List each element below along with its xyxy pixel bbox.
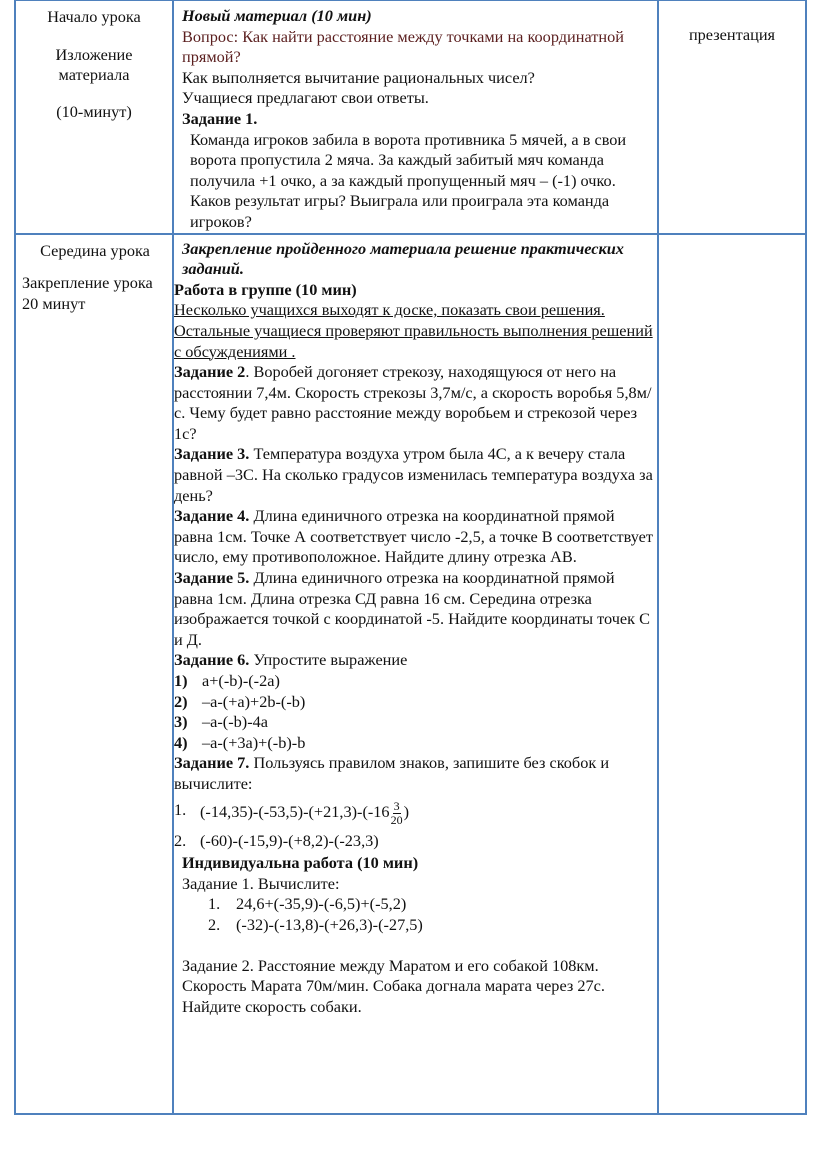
resource-cell [658,0,806,234]
activity-label: Изложение материала [55,44,133,85]
content-cell [173,234,658,1114]
individual-task-1: Задание 1. Вычислите: [182,873,340,893]
table-row [15,234,806,1114]
resource-label [659,235,805,259]
task-title: Задание 2 [174,362,246,382]
task-text: Длина единичного отрезка на координатной прямой равна 1см. Точке А соответствует число -2,5, а точке В соответствует число, ему противоположное. Найдите длину отрезка АВ. [174,506,653,567]
task-2 [174,362,653,444]
list-item: 1. 24,6+(-35,9)-(-6,5)+(-5,2) [208,894,407,914]
task-4 [174,506,653,568]
content-line: Учащиеся предлагают свои ответы. [182,88,429,108]
list-item: 2. (-32)-(-13,8)-(+26,3)-(-27,5) [208,914,423,934]
list-item: 2. (-60)-(-15,9)-(+8,2)-(-23,3) [174,830,379,850]
group-work-title: Работа в группе (10 мин) [174,279,357,299]
task-title: Задание 7. [174,753,250,773]
section-heading: Закрепление пройденного материала решение практических заданий. [182,238,624,279]
task-title: Задание 5. [174,568,250,588]
activity-label: Закрепление урока [22,273,153,293]
section-heading: Новый материал (10 мин) [182,6,372,25]
task-3 [174,444,653,506]
list-item: 1) а+(-b)-(-2а) [174,671,280,690]
stage-cell [15,0,173,234]
stage-label: Середина урока [40,240,150,260]
task-text: . Воробей догоняет стрекозу, находящуюся от него на расстоянии 7,4м. Скорость стрекозы 3,7м/с, а скорость воробья 5,8м/с. Чему будет равно расстояние между воробьем и стрекозой через 1с? [174,362,652,443]
task-text: Упростите выражение [249,650,408,670]
list-item: 4) –а-(+3а)+(-b)-b [174,732,306,752]
table-row [15,0,806,234]
individual-task-2: Задание 2. Расстояние между Маратом и его собакой 108км. Скорость Марата 70м/мин. Собака догнала марата через 27с. Найдите скорость собаки. [182,955,605,1016]
task-text: Пользуясь правилом знаков, запишите без скобок и вычислите: [174,753,610,793]
stage-cell [15,234,173,1114]
stage-label: Начало урока [47,7,141,26]
list-item: 2) –а-(+а)+2b-(-b) [174,691,306,711]
task-title: Задание 4. [174,506,250,526]
task-title: Задание 1. [182,108,258,128]
individual-work-title: Индивидуальна работа (10 мин) [182,853,419,873]
task-text: Температура воздуха утром была 4С, а к вечеру стала равной –3С. На сколько градусов изменилась температура воздуха за день? [174,444,653,505]
duration-label: 20 минут [22,293,86,313]
task-text: Команда игроков забила в ворота противника 5 мячей, а в свои ворота пропустила 2 мяча. За каждый забитый мяч команда получила +1 очко, а за каждый пропущенный мяч – (-1) очко. Каков результат игры? Выиграла или проиграла эта команда игроков? [190,129,627,231]
resource-label: презентация [688,25,776,44]
resource-cell [658,234,806,1114]
content-line: Как выполняется вычитание рациональных чисел? [182,67,535,87]
list-item: 3) –а-(-b)-4а [174,712,268,732]
task-5 [174,568,653,650]
task-6 [174,650,653,671]
group-work-text: Несколько учащихся выходят к доске, показать свои решения. Остальные учащиеся проверяют правильность выполнения решений с обсуждениями . [174,300,653,361]
task-title: Задание 3. [174,444,250,464]
task-title: Задание 6. [174,650,250,670]
task-7 [174,753,653,794]
question-text: Вопрос: Как найти расстояние между точками на координатной прямой? [182,26,624,67]
fraction: $\frac{3}{20}$ [390,798,403,827]
duration-label: (10-минут) [56,101,132,121]
list-item: 1. (-14,35)-(-53,5)-(+21,3)-(-16 $\frac{3}{20}$ ) [174,798,409,827]
content-cell [173,0,658,234]
task-text: Длина единичного отрезка на координатной прямой равна 1см. Длина отрезка СД равна 16 см. Середина отрезка изображается точкой с координатой -5. Найдите координаты точек С и Д. [174,568,650,649]
lesson-plan-table [14,0,807,1115]
